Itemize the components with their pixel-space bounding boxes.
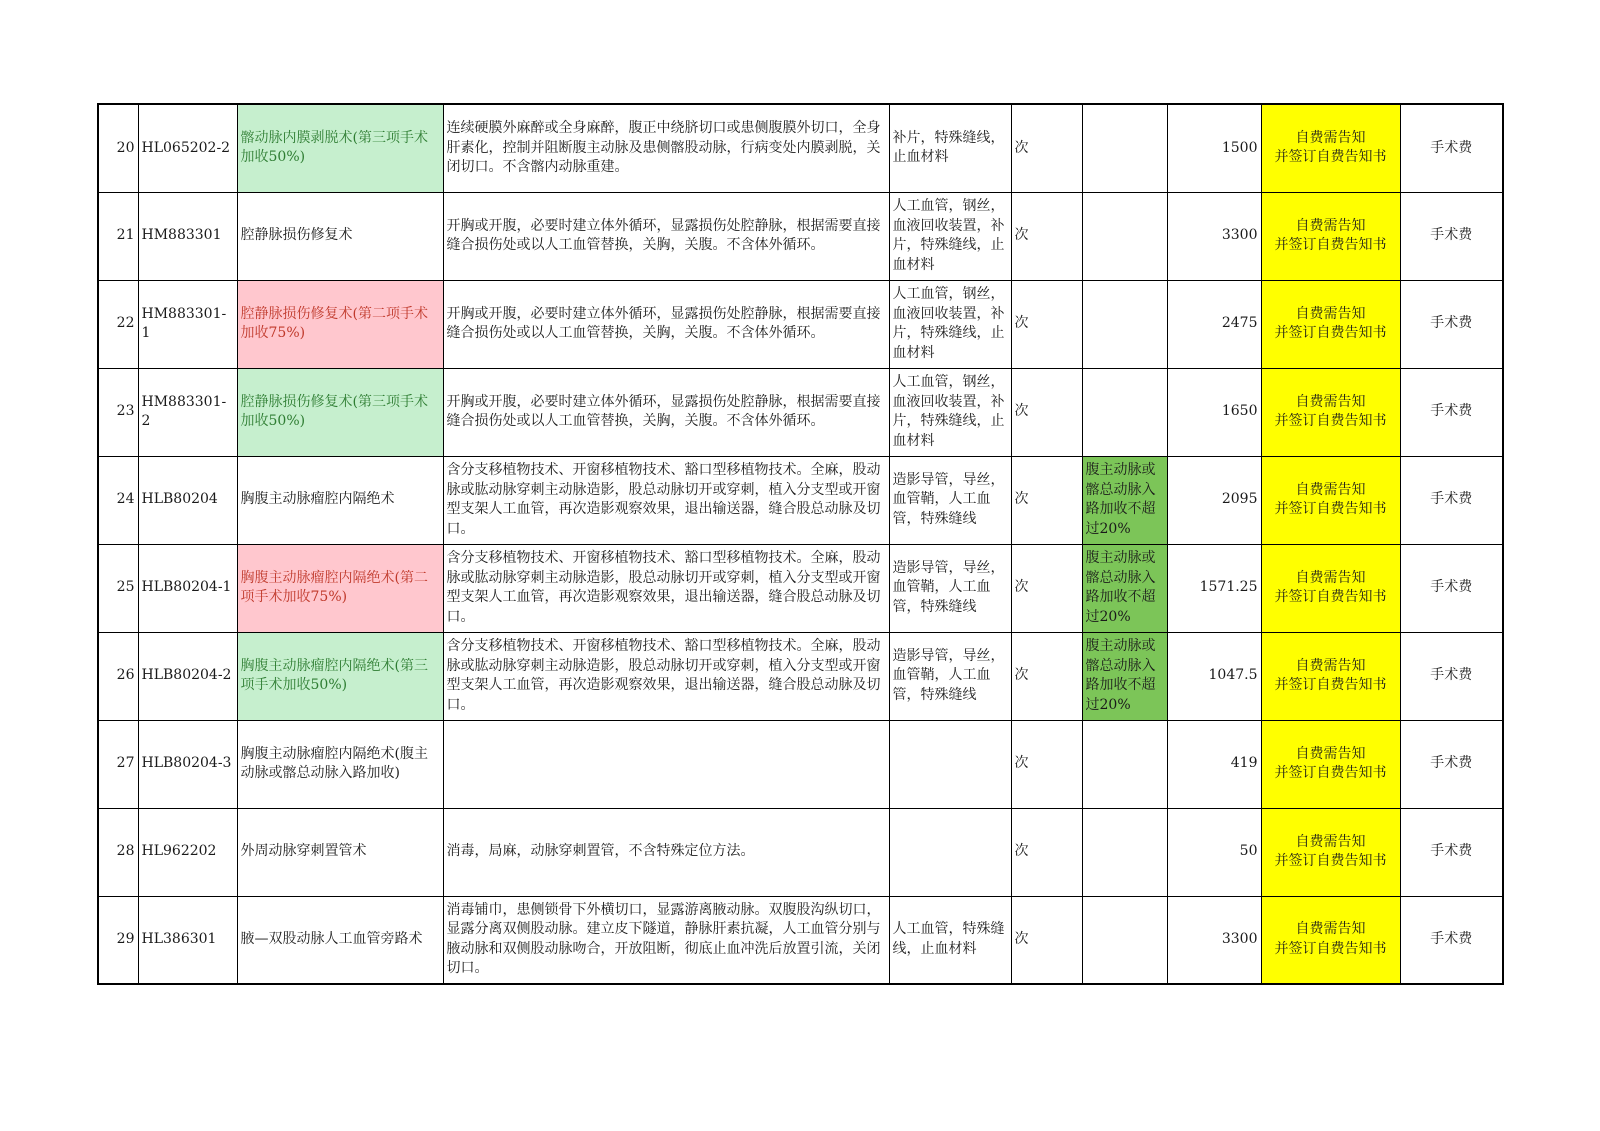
table-row[interactable] — [98, 632, 1503, 720]
remark-cell — [1082, 808, 1167, 896]
item-code-cell: HL065202-2 — [138, 104, 237, 192]
item-content-cell: 含分支移植物技术、开窗移植物技术、豁口型移植物技术。全麻，股动脉或肱动脉穿刺主动脉造影，股总动脉切开或穿刺，植入分支型或开窗型支架人工血管，再次造影观察效果，退出输送器，缝合股总动脉及切口。 — [443, 544, 889, 632]
item-name-cell: 髂动脉内膜剥脱术(第三项手术加收50%) — [237, 104, 443, 192]
item-code-cell: HLB80204 — [138, 456, 237, 544]
self-pay-notice-line: 自费需告知 — [1295, 129, 1366, 146]
self-pay-notice-cell — [1261, 104, 1400, 192]
row-number-cell: 28 — [98, 808, 138, 896]
item-code-cell: HL962202 — [138, 808, 237, 896]
price-cell: 1571.25 — [1167, 544, 1261, 632]
self-pay-notice-cell — [1261, 368, 1400, 456]
row-number-cell: 21 — [98, 192, 138, 280]
item-content-cell: 消毒铺巾，患侧锁骨下外横切口，显露游离腋动脉。双腹股沟纵切口，显露分离双侧股动脉。建立皮下隧道，静脉肝素抗凝，人工血管分别与腋动脉和双侧股动脉吻合，开放阻断，彻底止血冲洗后放置引流，关闭切口。 — [443, 896, 889, 984]
self-pay-notice-cell — [1261, 808, 1400, 896]
unit-cell: 次 — [1011, 456, 1082, 544]
remark-cell — [1082, 104, 1167, 192]
self-pay-notice-line: 自费需告知 — [1295, 217, 1366, 234]
item-code-cell: HM883301-1 — [138, 280, 237, 368]
unit-cell: 次 — [1011, 368, 1082, 456]
table-row[interactable] — [98, 544, 1503, 632]
excluded-items-cell: 人工血管，特殊缝线，止血材料 — [889, 896, 1011, 984]
excluded-items-cell: 人工血管，钢丝，血液回收装置，补片，特殊缝线，止血材料 — [889, 280, 1011, 368]
item-content-cell: 含分支移植物技术、开窗移植物技术、豁口型移植物技术。全麻，股动脉或肱动脉穿刺主动脉造影，股总动脉切开或穿刺，植入分支型或开窗型支架人工血管，再次造影观察效果，退出输送器，缝合股总动脉及切口。 — [443, 456, 889, 544]
excluded-items-cell — [889, 720, 1011, 808]
item-name-cell: 胸腹主动脉瘤腔内隔绝术(腹主动脉或髂总动脉入路加收) — [237, 720, 443, 808]
table-row[interactable] — [98, 192, 1503, 280]
self-pay-notice-line: 自费需告知 — [1295, 833, 1366, 850]
item-code-cell: HLB80204-2 — [138, 632, 237, 720]
unit-cell: 次 — [1011, 632, 1082, 720]
item-content-cell: 连续硬膜外麻醉或全身麻醉，腹正中绕脐切口或患侧腹膜外切口，全身肝素化，控制并阻断腹主动脉及患侧髂股动脉，行病变处内膜剥脱，关闭切口。不含髂内动脉重建。 — [443, 104, 889, 192]
unit-cell: 次 — [1011, 104, 1082, 192]
item-name-cell: 外周动脉穿刺置管术 — [237, 808, 443, 896]
unit-cell: 次 — [1011, 896, 1082, 984]
price-cell: 3300 — [1167, 896, 1261, 984]
price-cell: 2095 — [1167, 456, 1261, 544]
item-code-cell: HLB80204-3 — [138, 720, 237, 808]
price-cell: 1047.5 — [1167, 632, 1261, 720]
remark-cell — [1082, 720, 1167, 808]
row-number-cell: 22 — [98, 280, 138, 368]
item-name-cell: 胸腹主动脉瘤腔内隔绝术(第三项手术加收50%) — [237, 632, 443, 720]
self-pay-notice-line: 自费需告知 — [1295, 481, 1366, 498]
fee-category-cell: 手术费 — [1400, 544, 1503, 632]
price-cell: 50 — [1167, 808, 1261, 896]
table-row[interactable] — [98, 104, 1503, 192]
row-number-cell: 29 — [98, 896, 138, 984]
self-pay-notice-cell — [1261, 280, 1400, 368]
table-row[interactable] — [98, 456, 1503, 544]
self-pay-notice-line: 并签订自费告知书 — [1274, 677, 1387, 693]
item-content-cell: 含分支移植物技术、开窗移植物技术、豁口型移植物技术。全麻，股动脉或肱动脉穿刺主动脉造影，股总动脉切开或穿刺，植入分支型或开窗型支架人工血管，再次造影观察效果，退出输送器，缝合股总动脉及切口。 — [443, 632, 889, 720]
remark-cell — [1082, 192, 1167, 280]
remark-cell: 腹主动脉或髂总动脉入路加收不超过20% — [1082, 456, 1167, 544]
self-pay-notice-cell — [1261, 896, 1400, 984]
remark-cell: 腹主动脉或髂总动脉入路加收不超过20% — [1082, 632, 1167, 720]
self-pay-notice-line: 并签订自费告知书 — [1274, 589, 1387, 605]
self-pay-notice-line: 并签订自费告知书 — [1274, 940, 1387, 957]
item-content-cell: 开胸或开腹，必要时建立体外循环，显露损伤处腔静脉，根据需要直接缝合损伤处或以人工血管替换，关胸，关腹。不含体外循环。 — [443, 192, 889, 280]
item-name-cell: 胸腹主动脉瘤腔内隔绝术(第二项手术加收75%) — [237, 544, 443, 632]
self-pay-notice-line: 并签订自费告知书 — [1274, 237, 1387, 253]
item-name-cell: 腔静脉损伤修复术(第三项手术加收50%) — [237, 368, 443, 456]
self-pay-notice-cell — [1261, 632, 1400, 720]
price-cell: 2475 — [1167, 280, 1261, 368]
self-pay-notice-line: 自费需告知 — [1295, 569, 1366, 586]
fee-category-cell: 手术费 — [1400, 896, 1503, 984]
row-number-cell: 27 — [98, 720, 138, 808]
fee-category-cell: 手术费 — [1400, 280, 1503, 368]
price-cell: 3300 — [1167, 192, 1261, 280]
unit-cell: 次 — [1011, 808, 1082, 896]
table-row[interactable] — [98, 368, 1503, 456]
self-pay-notice-line: 自费需告知 — [1295, 393, 1366, 410]
row-number-cell: 25 — [98, 544, 138, 632]
item-content-cell: 开胸或开腹，必要时建立体外循环，显露损伤处腔静脉，根据需要直接缝合损伤处或以人工血管替换，关胸，关腹。不含体外循环。 — [443, 368, 889, 456]
remark-cell — [1082, 368, 1167, 456]
table-row[interactable] — [98, 280, 1503, 368]
item-code-cell: HM883301 — [138, 192, 237, 280]
fee-category-cell: 手术费 — [1400, 368, 1503, 456]
remark-cell — [1082, 280, 1167, 368]
unit-cell: 次 — [1011, 192, 1082, 280]
self-pay-notice-cell — [1261, 544, 1400, 632]
price-cell: 1500 — [1167, 104, 1261, 192]
fee-category-cell: 手术费 — [1400, 456, 1503, 544]
remark-cell: 腹主动脉或髂总动脉入路加收不超过20% — [1082, 544, 1167, 632]
fee-category-cell: 手术费 — [1400, 104, 1503, 192]
self-pay-notice-line: 并签订自费告知书 — [1274, 853, 1387, 869]
self-pay-notice-line: 并签订自费告知书 — [1274, 501, 1387, 517]
self-pay-notice-line: 自费需告知 — [1295, 657, 1366, 674]
remark-cell — [1082, 896, 1167, 984]
fee-category-cell: 手术费 — [1400, 720, 1503, 808]
self-pay-notice-line: 自费需告知 — [1295, 745, 1366, 762]
self-pay-notice-line: 并签订自费告知书 — [1274, 325, 1387, 341]
item-name-cell: 腋—双股动脉人工血管旁路术 — [237, 896, 443, 984]
self-pay-notice-cell — [1261, 192, 1400, 280]
table-row[interactable] — [98, 896, 1503, 984]
item-name-cell: 腔静脉损伤修复术 — [237, 192, 443, 280]
item-content-cell: 开胸或开腹，必要时建立体外循环，显露损伤处腔静脉，根据需要直接缝合损伤处或以人工血管替换，关胸，关腹。不含体外循环。 — [443, 280, 889, 368]
fee-schedule-table — [97, 103, 1504, 985]
item-name-cell: 胸腹主动脉瘤腔内隔绝术 — [237, 456, 443, 544]
table-body — [98, 104, 1503, 984]
fee-category-cell: 手术费 — [1400, 808, 1503, 896]
excluded-items-cell: 造影导管，导丝，血管鞘，人工血管，特殊缝线 — [889, 544, 1011, 632]
table-row[interactable] — [98, 808, 1503, 896]
self-pay-notice-line: 并签订自费告知书 — [1274, 149, 1387, 166]
item-code-cell: HLB80204-1 — [138, 544, 237, 632]
table-row[interactable] — [98, 720, 1503, 808]
self-pay-notice-line: 并签订自费告知书 — [1274, 765, 1387, 781]
excluded-items-cell: 人工血管，钢丝，血液回收装置，补片，特殊缝线，止血材料 — [889, 192, 1011, 280]
row-number-cell: 20 — [98, 104, 138, 192]
excluded-items-cell: 造影导管，导丝，血管鞘，人工血管，特殊缝线 — [889, 456, 1011, 544]
self-pay-notice-line: 自费需告知 — [1295, 305, 1366, 322]
excluded-items-cell: 人工血管，钢丝，血液回收装置，补片，特殊缝线，止血材料 — [889, 368, 1011, 456]
row-number-cell: 24 — [98, 456, 138, 544]
excluded-items-cell: 造影导管，导丝，血管鞘，人工血管，特殊缝线 — [889, 632, 1011, 720]
self-pay-notice-cell — [1261, 720, 1400, 808]
item-content-cell — [443, 720, 889, 808]
self-pay-notice-cell — [1261, 456, 1400, 544]
fee-category-cell: 手术费 — [1400, 192, 1503, 280]
self-pay-notice-line: 并签订自费告知书 — [1274, 413, 1387, 429]
unit-cell: 次 — [1011, 280, 1082, 368]
item-name-cell: 腔静脉损伤修复术(第二项手术加收75%) — [237, 280, 443, 368]
item-code-cell: HM883301-2 — [138, 368, 237, 456]
price-cell: 419 — [1167, 720, 1261, 808]
unit-cell: 次 — [1011, 544, 1082, 632]
unit-cell: 次 — [1011, 720, 1082, 808]
self-pay-notice-line: 自费需告知 — [1295, 921, 1366, 938]
price-cell: 1650 — [1167, 368, 1261, 456]
item-content-cell: 消毒，局麻，动脉穿刺置管，不含特殊定位方法。 — [443, 808, 889, 896]
excluded-items-cell — [889, 808, 1011, 896]
row-number-cell: 23 — [98, 368, 138, 456]
item-code-cell: HL386301 — [138, 896, 237, 984]
excluded-items-cell: 补片，特殊缝线，止血材料 — [889, 104, 1011, 192]
row-number-cell: 26 — [98, 632, 138, 720]
fee-category-cell: 手术费 — [1400, 632, 1503, 720]
